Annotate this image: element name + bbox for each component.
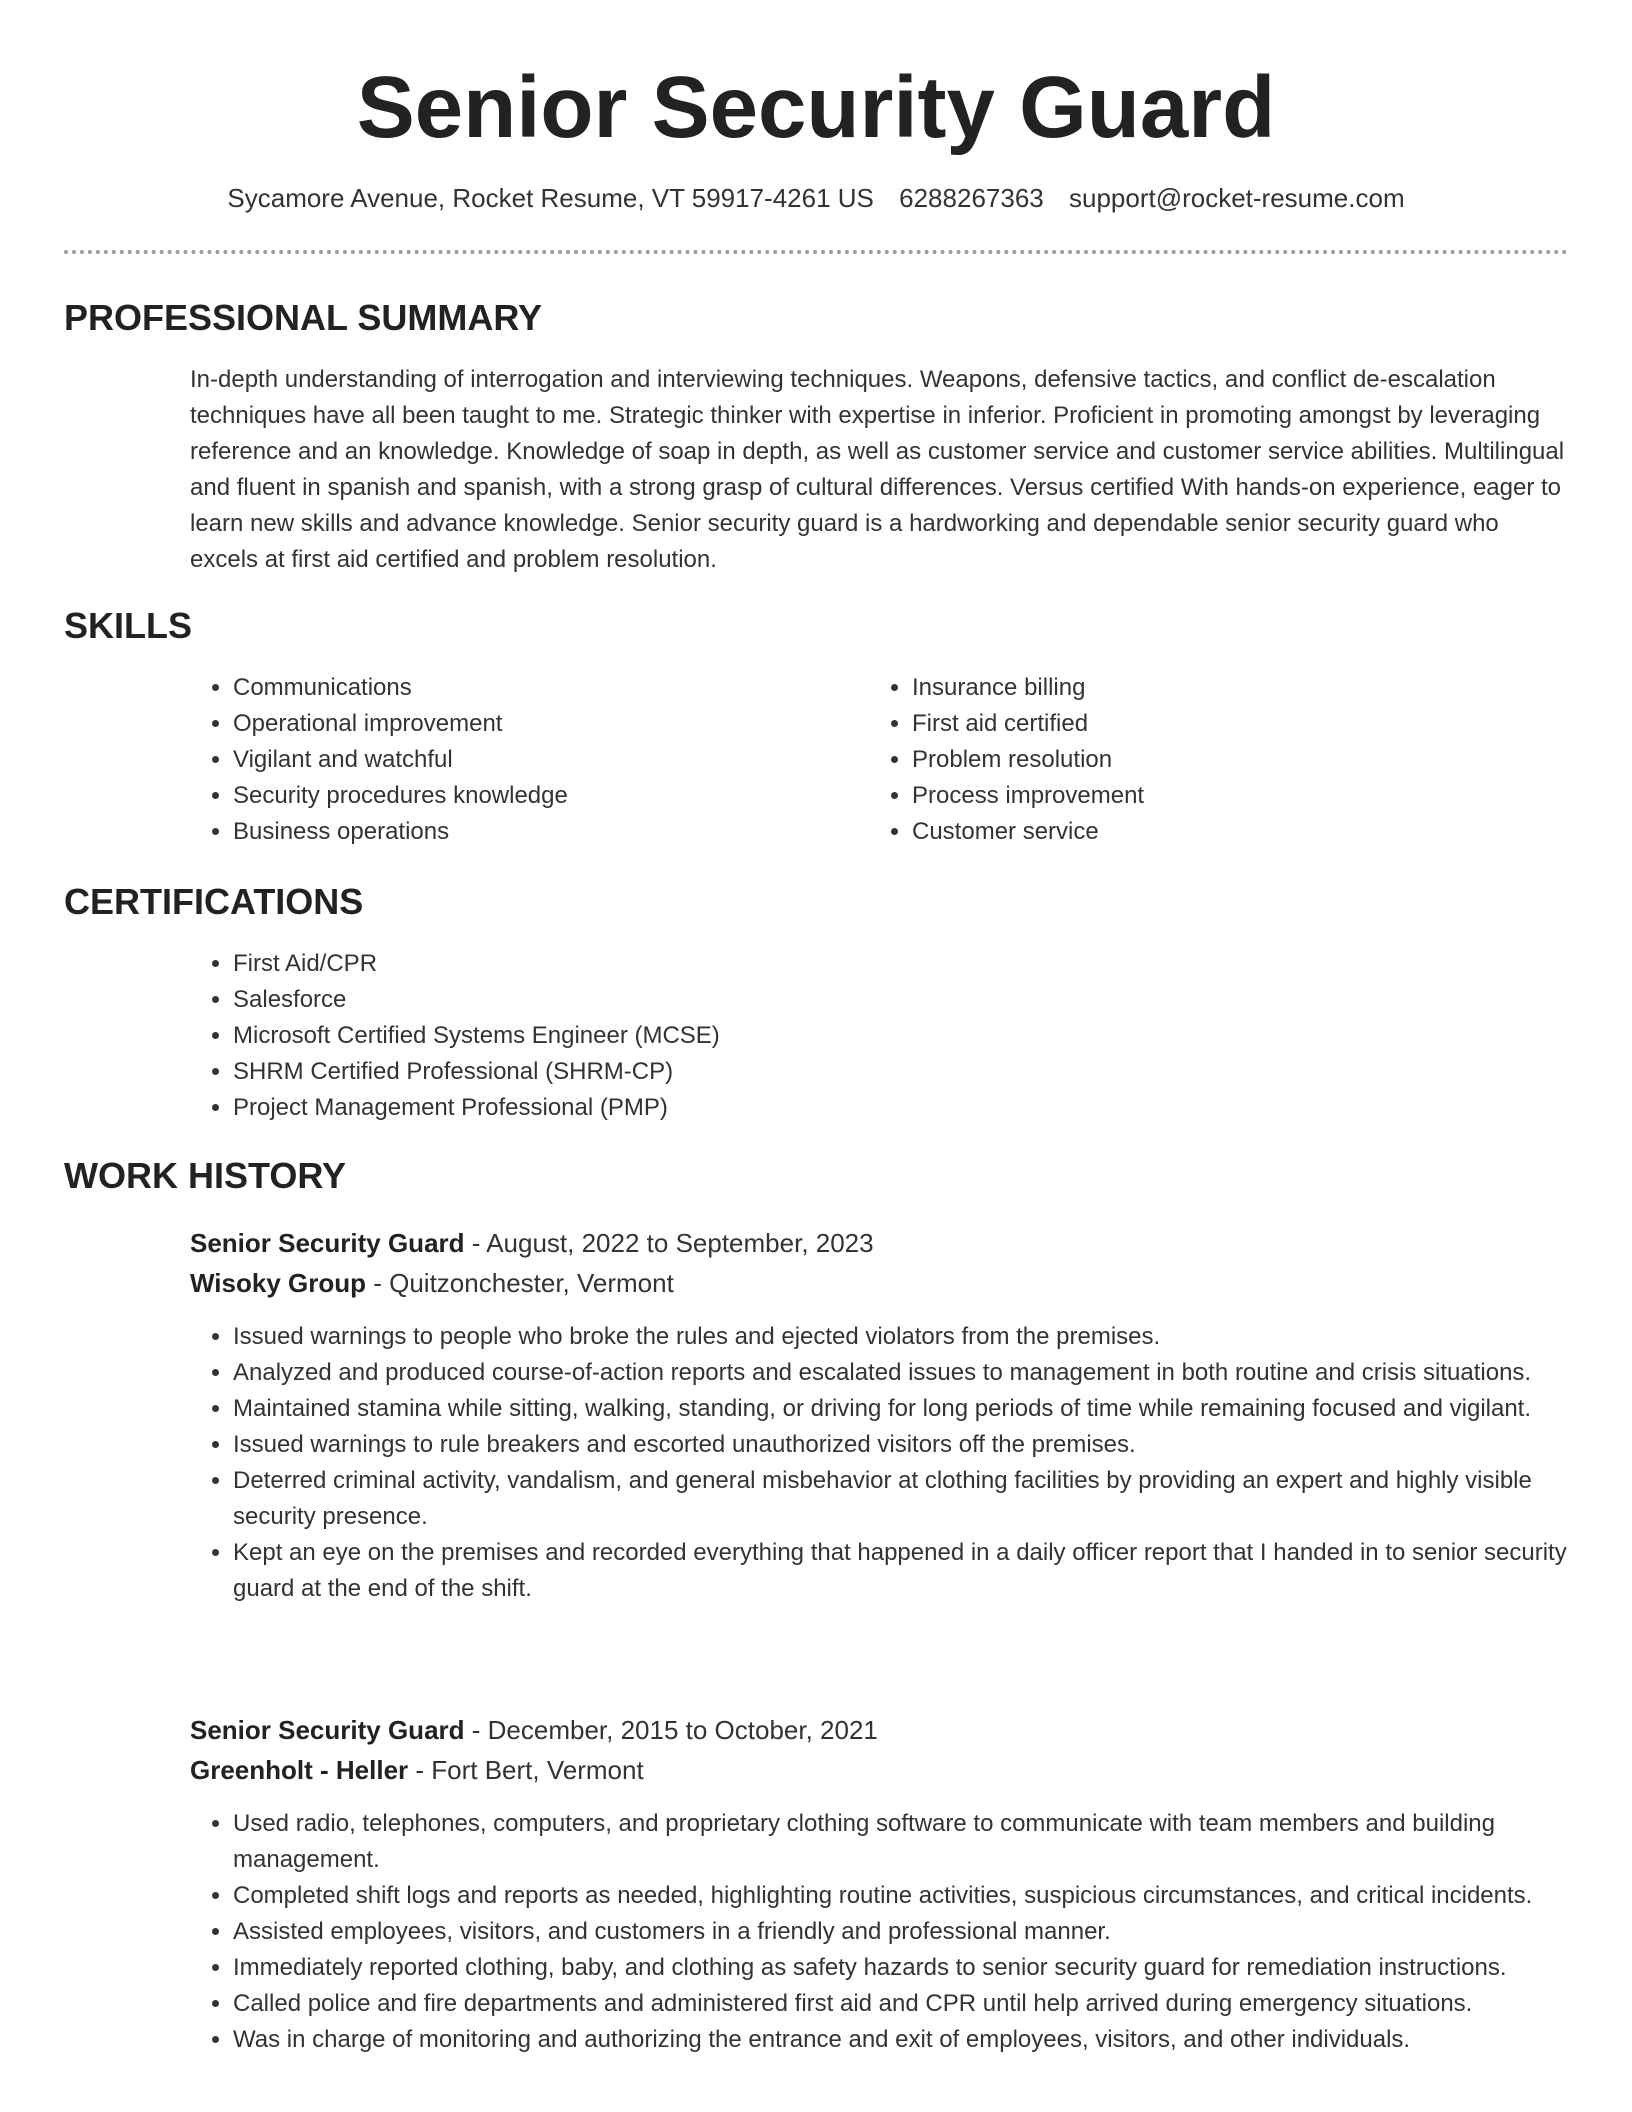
skill-item: • Process improvement bbox=[912, 778, 1532, 814]
job-bullet: • Assisted employees, visitors, and customers in a friendly and professional manner. bbox=[233, 1914, 1609, 1950]
job-bullet: • Kept an eye on the premises and recorded everything that happened in a daily officer report that I handed in to senior security guard at the end of the shift. bbox=[233, 1535, 1609, 1607]
job-1-separator: - bbox=[366, 1268, 390, 1298]
job-bullet: • Analyzed and produced course-of-action reports and escalated issues to management in both routine and crisis situations. bbox=[233, 1355, 1609, 1391]
skills-list-left bbox=[189, 670, 853, 850]
job-bullet: • Issued warnings to people who broke the rules and ejected violators from the premises. bbox=[233, 1319, 1609, 1355]
certification-item: • Microsoft Certified Systems Engineer (MCSE) bbox=[233, 1018, 1433, 1054]
job-2-location: Fort Bert, Vermont bbox=[431, 1755, 644, 1785]
contact-line bbox=[0, 180, 1632, 216]
summary-text: In-depth understanding of interrogation and interviewing techniques. Weapons, defensive tactics, and conflict de-escalation techniques have all been taught to me. Strategic thinker with expertise in inferior. Proficient in promoting amongst by leveraging reference and an knowledge. Knowledge of soap in depth, as well as customer service and customer service abilities. Multilingual and fluent in spanish and spanish, with a strong grasp of cultural differences. Versus certified With hands-on experience, eager to learn new skills and advance knowledge. Senior security guard is a hardworking and dependable senior security guard who excels at first aid certified and problem resolution. bbox=[190, 366, 1565, 573]
job-2-company-line bbox=[190, 1752, 1565, 1788]
skill-item: • First aid certified bbox=[912, 706, 1532, 742]
certification-item: • SHRM Certified Professional (SHRM-CP) bbox=[233, 1054, 1433, 1090]
job-2-separator: - bbox=[464, 1715, 488, 1745]
certification-item: • Project Management Professional (PMP) bbox=[233, 1090, 1433, 1126]
contact-phone: 6288267363 bbox=[899, 183, 1044, 213]
job-bullet: • Deterred criminal activity, vandalism, and general misbehavior at clothing facilities by providing an expert and highly visible security presence. bbox=[233, 1463, 1609, 1535]
job-2-bullets bbox=[189, 1806, 1609, 2058]
job-2-separator: - bbox=[408, 1755, 432, 1785]
job-bullet: • Completed shift logs and reports as needed, highlighting routine activities, suspicious circumstances, and critical incidents. bbox=[233, 1878, 1609, 1914]
contact-address: Sycamore Avenue, Rocket Resume, VT 59917-4261 US bbox=[227, 183, 874, 213]
job-1-company-line bbox=[190, 1265, 1565, 1301]
section-title-certifications: CERTIFICATIONS bbox=[64, 881, 364, 922]
skill-item: • Business operations bbox=[233, 814, 853, 850]
skills-list-right bbox=[868, 670, 1532, 850]
certification-item: • Salesforce bbox=[233, 982, 1433, 1018]
skill-item: • Communications bbox=[233, 670, 853, 706]
job-2-role: Senior Security Guard bbox=[190, 1715, 465, 1745]
job-2-title-line bbox=[190, 1712, 1565, 1748]
skill-item: • Insurance billing bbox=[912, 670, 1532, 706]
job-1-location: Quitzonchester, Vermont bbox=[389, 1268, 674, 1298]
job-1-bullets bbox=[189, 1319, 1609, 1607]
job-bullet: • Immediately reported clothing, baby, and clothing as safety hazards to senior security guard for remediation instructions. bbox=[233, 1950, 1609, 1986]
job-1-company: Wisoky Group bbox=[190, 1268, 367, 1298]
job-bullet: • Called police and fire departments and administered first aid and CPR until help arrived during emergency situations. bbox=[233, 1986, 1609, 2022]
job-bullet: • Used radio, telephones, computers, and proprietary clothing software to communicate with team members and building management. bbox=[233, 1806, 1609, 1878]
job-1-separator: - bbox=[464, 1228, 487, 1258]
candidate-name: Senior Security Guard bbox=[356, 59, 1276, 156]
skill-item: • Customer service bbox=[912, 814, 1532, 850]
section-title-skills: SKILLS bbox=[64, 605, 193, 646]
job-1-dates: August, 2022 to September, 2023 bbox=[486, 1228, 874, 1258]
header-divider bbox=[64, 250, 1568, 254]
job-bullet: • Maintained stamina while sitting, walking, standing, or driving for long periods of time while remaining focused and vigilant. bbox=[233, 1391, 1609, 1427]
job-1-title-line bbox=[190, 1225, 1565, 1261]
section-title-work-history: WORK HISTORY bbox=[64, 1155, 347, 1196]
skill-item: • Vigilant and watchful bbox=[233, 742, 853, 778]
certification-item: • First Aid/CPR bbox=[233, 946, 1433, 982]
contact-email: support@rocket-resume.com bbox=[1068, 183, 1405, 213]
skill-item: • Problem resolution bbox=[912, 742, 1532, 778]
job-2-dates: December, 2015 to October, 2021 bbox=[487, 1715, 878, 1745]
job-2-company: Greenholt - Heller bbox=[190, 1755, 409, 1785]
certifications-list bbox=[189, 946, 1433, 1126]
section-title-summary: PROFESSIONAL SUMMARY bbox=[64, 297, 543, 338]
job-bullet: • Issued warnings to rule breakers and escorted unauthorized visitors off the premises. bbox=[233, 1427, 1609, 1463]
skill-item: • Operational improvement bbox=[233, 706, 853, 742]
job-bullet: • Was in charge of monitoring and authorizing the entrance and exit of employees, visitors, and other individuals. bbox=[233, 2022, 1609, 2058]
job-1-role: Senior Security Guard bbox=[190, 1228, 465, 1258]
skill-item: • Security procedures knowledge bbox=[233, 778, 853, 814]
